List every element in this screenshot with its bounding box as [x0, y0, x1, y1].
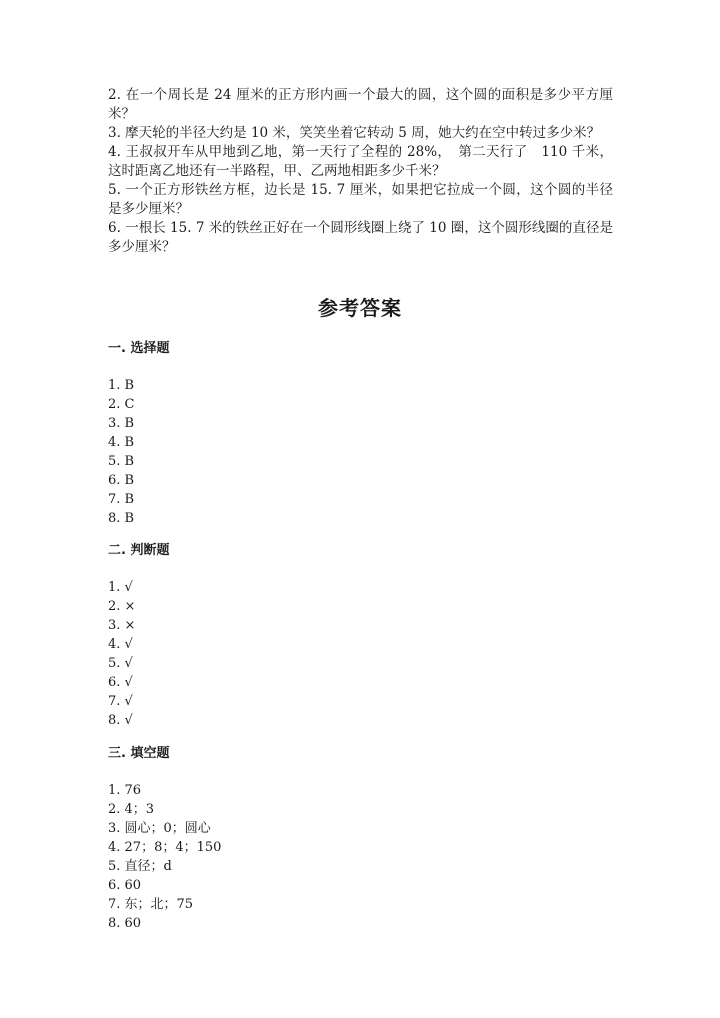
problem-item: 6. 一根长 15. 7 米的铁丝正好在一个圆形线圈上绕了 10 圈，这个圆形线圈的直径是多少厘米？	[108, 220, 613, 255]
answers-title: 参考答案	[318, 296, 402, 320]
problem-item: 2. 在一个周长是 24 厘米的正方形内画一个最大的圆，这个圆的面积是多少平方厘米？	[108, 87, 613, 122]
answer-item: 2. C	[108, 397, 135, 412]
answer-item: 6. √	[108, 675, 133, 690]
answer-item: 1. B	[108, 378, 135, 393]
answer-list	[108, 376, 613, 528]
answer-item: 8. √	[108, 713, 133, 728]
problem-list	[108, 86, 613, 257]
answer-item: 6. 60	[108, 878, 142, 893]
answer-item: 4. B	[108, 435, 135, 450]
answer-item: 1. √	[108, 580, 133, 595]
answer-item: 3. 圆心；0；圆心	[108, 821, 211, 836]
answer-list	[108, 781, 613, 933]
answer-item: 1. 76	[108, 783, 142, 798]
section-heading: 三. 填空题	[108, 746, 170, 761]
answer-list	[108, 578, 613, 730]
answer-item: 5. √	[108, 656, 133, 671]
answer-item: 3. ×	[108, 618, 136, 633]
answer-item: 3. B	[108, 416, 135, 431]
problem-item: 4. 王叔叔开车从甲地到乙地，第一天行了全程的 28%， 第二天行了 110 千米，这时距离乙地还有一半路程，甲、乙两地相距多少千米？	[108, 144, 613, 179]
answer-section-judgement	[108, 542, 613, 730]
answer-item: 2. 4；3	[108, 802, 155, 817]
answer-item: 5. B	[108, 454, 135, 469]
answer-item: 4. √	[108, 637, 133, 652]
section-heading: 二. 判断题	[108, 543, 170, 558]
answer-item: 7. 东；北；75	[108, 897, 194, 912]
answer-item: 7. B	[108, 492, 135, 507]
answer-section-choice	[108, 340, 613, 528]
answer-item: 4. 27；8；4；150	[108, 840, 222, 855]
answer-item: 8. B	[108, 511, 135, 526]
answer-section-fill-blank	[108, 745, 613, 933]
answer-item: 5. 直径；d	[108, 859, 172, 874]
answer-item: 6. B	[108, 473, 135, 488]
answer-item: 7. √	[108, 694, 133, 709]
answer-item: 2. ×	[108, 599, 136, 614]
problem-item: 3. 摩天轮的半径大约是 10 米，笑笑坐着它转动 5 周，她大约在空中转过多少米？	[108, 125, 601, 141]
answer-item: 8. 60	[108, 916, 142, 931]
section-heading: 一. 选择题	[108, 341, 170, 356]
problem-item: 5. 一个正方形铁丝方框，边长是 15. 7 厘米，如果把它拉成一个圆，这个圆的半径是多少厘米？	[108, 182, 613, 217]
